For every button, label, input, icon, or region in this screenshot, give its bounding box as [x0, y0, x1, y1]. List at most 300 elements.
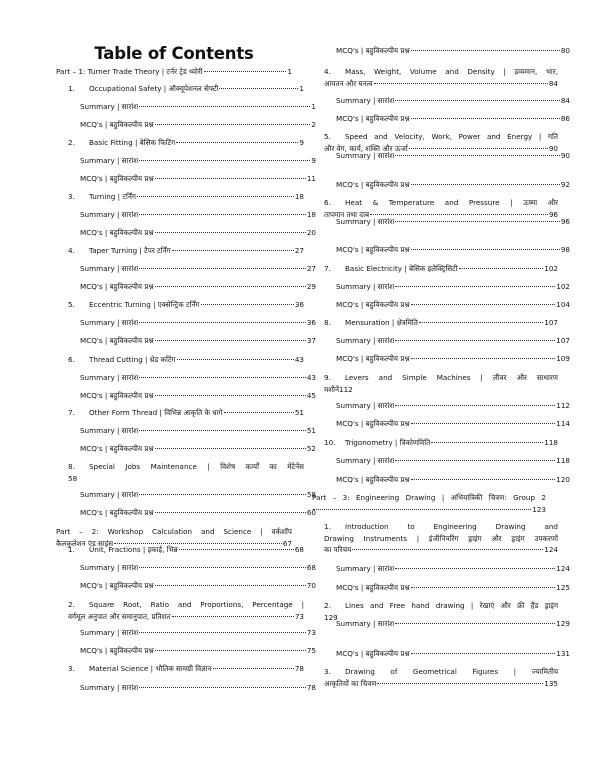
chapter-title-cont: वर्गमूल अनुपात और समानुपात, प्रतिशत — [68, 611, 171, 621]
page-number: 27 — [306, 264, 316, 273]
chapter-line — [324, 384, 558, 396]
toc-row — [68, 611, 304, 623]
entry-title: Summary | सारांश — [80, 490, 139, 499]
chapter-title-cont: का परिचय — [324, 545, 352, 554]
dot-leader — [431, 442, 543, 443]
chapter-entry — [312, 263, 558, 275]
page-number: 36 — [306, 318, 316, 327]
toc-row — [324, 437, 558, 449]
mcq-entry — [56, 173, 316, 185]
toc-row — [68, 407, 304, 419]
chapter-title: Mensuration | क्षेत्रमिति — [345, 318, 418, 327]
entry-title: Summary | सारांश — [336, 282, 395, 291]
dot-leader — [139, 567, 306, 568]
dot-leader — [374, 83, 548, 84]
toc-row — [80, 489, 316, 501]
chapter-entry — [312, 521, 558, 556]
entry-title: MCQ's | बहुविकल्पीय प्रश्न — [336, 180, 410, 189]
mcq-entry — [56, 507, 316, 519]
chapter-title: Occupational Safety | ऑक्यूपेशनल सेफ्टी — [89, 84, 219, 93]
page-number: 118 — [544, 438, 558, 447]
toc-row — [80, 627, 316, 639]
page-number: 51 — [294, 408, 304, 417]
dot-leader — [377, 683, 543, 684]
chapter-title: Eccentric Turning | एक्सेन्ट्रिक टर्निंग — [89, 300, 200, 309]
chapter-line — [324, 521, 558, 533]
chapter-title-wrap — [68, 299, 200, 311]
chapter-line — [68, 473, 304, 485]
chapter-number: 5. — [324, 132, 331, 141]
mcq-entry — [312, 244, 570, 256]
chapter-entry — [312, 372, 558, 395]
toc-row — [336, 400, 570, 412]
chapter-title: Material Science | भौतिक सामग्री विज्ञान — [89, 664, 212, 673]
page-number: 98 — [560, 245, 570, 254]
summary-entry — [312, 455, 570, 467]
toc-row — [80, 390, 316, 402]
dot-leader — [155, 124, 311, 125]
entry-title: MCQ's | बहुविकल्पीय प्रश्न — [336, 649, 410, 658]
mcq-entry — [312, 648, 570, 660]
toc-row — [80, 443, 316, 455]
chapter-number: 1. — [324, 522, 331, 531]
entry-title: MCQ's | बहुविकल्पीय प्रश्न — [80, 646, 154, 655]
toc-row — [80, 507, 316, 519]
entry-title: MCQ's | बहुविकल्पीय प्रश्न — [336, 245, 410, 254]
toc-row — [80, 682, 316, 694]
chapter-entry — [56, 544, 304, 556]
page-number: 107 — [556, 336, 570, 345]
dot-leader — [139, 687, 306, 688]
entry-title: Summary | सारांश — [336, 619, 395, 628]
page-number: 96 — [560, 217, 570, 226]
page-number: 1 — [287, 67, 292, 76]
chapter-title-cont: और वेग, कार्य, शक्ति और ऊर्जा — [324, 143, 408, 153]
toc-row — [324, 263, 558, 275]
page-number: 102 — [544, 264, 558, 273]
part-title-cont: कैलकुलेशन एंड साइंस — [56, 538, 114, 548]
dot-leader — [224, 412, 294, 413]
mcq-entry — [312, 353, 570, 365]
part-heading — [312, 492, 546, 515]
toc-row — [68, 245, 304, 257]
page-number: 51 — [306, 426, 316, 435]
dot-leader — [395, 623, 555, 624]
chapter-number: 2. — [324, 601, 331, 610]
page-number: 36 — [294, 300, 304, 309]
dot-leader — [411, 184, 560, 185]
page-number: 18 — [294, 192, 304, 201]
dot-leader — [172, 250, 294, 251]
chapter-title-cont: 58 — [68, 473, 78, 483]
page-number: 11 — [306, 174, 316, 183]
mcq-entry — [312, 299, 570, 311]
chapter-title-cont: आयतन और घनत्व — [324, 78, 373, 88]
toc-row — [80, 119, 316, 131]
entry-title: Summary | सारांश — [80, 373, 139, 382]
chapter-title: Thread Cutting | थ्रेड कटिंग — [89, 355, 176, 364]
part-line — [312, 492, 546, 504]
summary-entry — [312, 618, 570, 630]
toc-row — [80, 372, 316, 384]
entry-title: Summary | सारांश — [80, 563, 139, 572]
mcq-entry — [312, 113, 570, 125]
chapter-number: 6. — [68, 355, 75, 364]
summary-entry — [56, 155, 316, 167]
chapter-entry — [56, 137, 304, 149]
chapter-title: Levers and Simple Machines | लीवर और साधारण — [345, 373, 558, 382]
chapter-title: Speed and Velocity, Work, Power and Energy | गति — [345, 132, 558, 141]
chapter-number: 2. — [68, 600, 75, 609]
page-number: 67 — [282, 538, 292, 548]
page-number: 73 — [294, 611, 304, 621]
toc-row — [80, 335, 316, 347]
chapter-title: Taper Turning | टैपर टर्निंग — [89, 246, 171, 255]
toc-row — [336, 299, 570, 311]
entry-title: Summary | सारांश — [80, 210, 139, 219]
dot-leader — [395, 221, 560, 222]
dot-leader — [201, 304, 294, 305]
page-number: 43 — [306, 373, 316, 382]
chapter-line — [324, 131, 558, 143]
page-number: 1 — [311, 102, 316, 111]
dot-leader — [155, 286, 306, 287]
toc-row — [336, 455, 570, 467]
mcq-entry — [56, 335, 316, 347]
page-number: 80 — [560, 46, 570, 55]
dot-leader — [177, 359, 294, 360]
page-number: 131 — [556, 649, 570, 658]
dot-leader — [395, 286, 555, 287]
chapter-number: 9. — [324, 373, 331, 382]
page-number: 9 — [311, 156, 316, 165]
toc-row — [336, 281, 570, 293]
chapter-line — [324, 372, 558, 384]
dot-leader — [139, 632, 306, 633]
dot-leader — [137, 196, 294, 197]
toc-row — [80, 425, 316, 437]
page-number: 135 — [544, 678, 558, 688]
dot-leader — [459, 268, 544, 269]
summary-entry — [56, 101, 316, 113]
entry-title: Summary | सारांश — [80, 426, 139, 435]
summary-entry — [312, 95, 570, 107]
toc-row — [68, 299, 304, 311]
chapter-title: Trigonometry | त्रिकोणमिति — [345, 438, 431, 447]
part-heading — [56, 66, 292, 78]
entry-title: MCQ's | बहुविकल्पीय प्रश्न — [336, 419, 410, 428]
dot-leader — [155, 178, 306, 179]
summary-entry — [56, 682, 316, 694]
dot-leader — [409, 148, 548, 149]
summary-entry — [312, 216, 570, 228]
part-title: Part – 2: Workshop Calculation and Science | वर्कशॉप — [56, 527, 292, 536]
page-number: 1 — [299, 84, 304, 93]
entry-title: Summary | सारांश — [80, 156, 139, 165]
toc-row — [336, 45, 570, 57]
chapter-line — [324, 600, 558, 612]
chapter-number: 4. — [68, 246, 75, 255]
page-number: 120 — [556, 475, 570, 484]
toc-row — [80, 317, 316, 329]
chapter-title-cont: मशीनें112 — [324, 384, 353, 394]
summary-entry — [56, 627, 316, 639]
dot-leader — [352, 549, 543, 550]
chapter-entry — [56, 245, 304, 257]
dot-leader — [411, 587, 556, 588]
toc-row — [80, 173, 316, 185]
summary-entry — [56, 317, 316, 329]
mcq-entry — [312, 45, 570, 57]
toc-row — [68, 83, 304, 95]
toc-row — [68, 663, 304, 675]
dot-leader — [395, 155, 560, 156]
toc-row — [336, 244, 570, 256]
dot-leader — [155, 340, 306, 341]
toc-row — [68, 137, 304, 149]
mcq-entry — [56, 119, 316, 131]
page-number: 114 — [556, 419, 570, 428]
dot-leader — [419, 322, 543, 323]
mcq-entry — [56, 281, 316, 293]
dot-leader — [139, 160, 310, 161]
dot-leader — [395, 340, 555, 341]
entry-title: MCQ's | बहुविकल्पीय प्रश्न — [80, 391, 154, 400]
dot-leader — [172, 616, 294, 617]
page-number: 92 — [560, 180, 570, 189]
mcq-entry — [56, 390, 316, 402]
mcq-entry — [312, 418, 570, 430]
toc-row — [336, 618, 570, 630]
page-number: 58 — [306, 490, 316, 499]
dot-leader — [155, 512, 306, 513]
chapter-title-cont: Drawing Instruments | इंजीनियरिंग ड्राइंग और ड्राइंग उपकरणों — [324, 533, 558, 543]
entry-title: Summary | सारांश — [336, 217, 395, 226]
dot-leader — [155, 232, 306, 233]
page-number: 123 — [532, 504, 546, 514]
chapter-number: 1. — [68, 84, 75, 93]
chapter-entry — [56, 191, 304, 203]
toc-row — [80, 645, 316, 657]
chapter-number: 2. — [68, 138, 75, 147]
chapter-line — [68, 461, 304, 473]
page-number: 129 — [556, 619, 570, 628]
chapter-title: Introduction to Engineering Drawing and — [345, 522, 558, 531]
dot-leader — [395, 100, 560, 101]
toc-row — [56, 66, 292, 78]
toc-row — [336, 418, 570, 430]
entry-title: Summary | सारांश — [80, 264, 139, 273]
mcq-entry — [312, 474, 570, 486]
page-number: 102 — [556, 282, 570, 291]
chapter-number: 4. — [324, 67, 331, 76]
page-number: 86 — [560, 114, 570, 123]
toc-row — [80, 209, 316, 221]
chapter-number: 6. — [324, 198, 331, 207]
page-number: 109 — [556, 354, 570, 363]
chapter-line — [324, 533, 558, 545]
page-number: 70 — [306, 581, 316, 590]
toc-row — [80, 562, 316, 574]
page-number: 45 — [306, 391, 316, 400]
entry-title: Summary | सारांश — [80, 102, 139, 111]
dot-leader — [139, 106, 310, 107]
toc-row — [68, 354, 304, 366]
chapter-title: Special Jobs Maintenance | विशेष कार्यों का मेंटेनेंस — [89, 462, 304, 471]
entry-title: MCQ's | बहुविकल्पीय प्रश्न — [80, 444, 154, 453]
entry-title: Summary | सारांश — [336, 564, 395, 573]
page-number: 112 — [556, 401, 570, 410]
dot-leader — [139, 322, 306, 323]
summary-entry — [56, 263, 316, 275]
page-number: 73 — [306, 628, 316, 637]
entry-title: Summary | सारांश — [336, 401, 395, 410]
chapter-entry — [56, 354, 304, 366]
part-title: Part – 1: Turner Trade Theory | टर्नर ट्रेड थ्योरी — [56, 67, 203, 76]
page-number: 9 — [299, 138, 304, 147]
entry-title: Summary | सारांश — [80, 683, 139, 692]
page-number: 29 — [306, 282, 316, 291]
chapter-title: Mass, Weight, Volume and Density | द्रव्यमान, भार, — [345, 67, 558, 76]
chapter-title: Lines and Free hand drawing | रेखाएं और फ्री हैंड ड्राइंग — [345, 601, 558, 610]
page-number: 75 — [306, 646, 316, 655]
toc-row — [336, 648, 570, 660]
toc-row — [336, 335, 570, 347]
page-number: 68 — [294, 545, 304, 554]
page-number: 96 — [548, 209, 558, 219]
toc-row — [336, 179, 570, 191]
chapter-title-wrap — [324, 437, 430, 449]
toc-row — [336, 582, 570, 594]
chapter-title: Other Form Thread | विभिन्न आकृति के धागे — [89, 408, 223, 417]
dot-leader — [411, 50, 560, 51]
page-number: 68 — [306, 563, 316, 572]
toc-row — [324, 317, 558, 329]
mcq-entry — [56, 227, 316, 239]
chapter-entry — [56, 83, 304, 95]
chapter-line — [324, 197, 558, 209]
page-number: 2 — [311, 120, 316, 129]
chapter-title-wrap — [68, 245, 171, 257]
dot-leader — [395, 460, 555, 461]
page-number: 124 — [544, 545, 558, 554]
toc-title: Table of Contents — [94, 44, 254, 63]
dot-leader — [370, 214, 548, 215]
page-number: 90 — [560, 151, 570, 160]
page-number: 104 — [556, 300, 570, 309]
chapter-title: Square Root, Ratio and Proportions, Percentage | — [89, 600, 304, 609]
entry-title: MCQ's | बहुविकल्पीय प्रश्न — [336, 583, 410, 592]
entry-title: MCQ's | बहुविकल्पीय प्रश्न — [80, 581, 154, 590]
chapter-title-wrap — [68, 354, 176, 366]
chapter-number: 8. — [324, 318, 331, 327]
chapter-entry — [312, 437, 558, 449]
dot-leader — [411, 358, 556, 359]
chapter-number: 3. — [324, 667, 331, 676]
entry-title: MCQ's | बहुविकल्पीय प्रश्न — [80, 282, 154, 291]
chapter-title-wrap — [68, 407, 223, 419]
page-number: 18 — [306, 210, 316, 219]
dot-leader — [155, 650, 306, 651]
toc-row — [336, 474, 570, 486]
chapter-number: 7. — [68, 408, 75, 417]
entry-title: Summary | सारांश — [80, 628, 139, 637]
chapter-number: 1. — [68, 545, 75, 554]
entry-title: MCQ's | बहुविकल्पीय प्रश्न — [336, 354, 410, 363]
entry-title: MCQ's | बहुविकल्पीय प्रश्न — [80, 228, 154, 237]
chapter-title: Drawing of Geometrical Figures | ज्यामितीय — [345, 667, 558, 676]
dot-leader — [411, 423, 556, 424]
chapter-entry — [312, 666, 558, 689]
page-number: 125 — [556, 583, 570, 592]
dot-leader — [139, 494, 306, 495]
page-number: 107 — [544, 318, 558, 327]
chapter-entry — [56, 407, 304, 419]
chapter-entry — [56, 599, 304, 622]
summary-entry — [56, 562, 316, 574]
toc-row — [80, 580, 316, 592]
mcq-entry — [312, 582, 570, 594]
chapter-number: 7. — [324, 264, 331, 273]
dot-leader — [395, 405, 555, 406]
toc-row — [324, 78, 558, 90]
dot-leader — [155, 585, 306, 586]
mcq-entry — [312, 179, 570, 191]
chapter-title-wrap — [68, 83, 218, 95]
chapter-title-wrap — [324, 263, 458, 275]
entry-title: MCQ's | बहुविकल्पीय प्रश्न — [336, 300, 410, 309]
entry-title: Summary | सारांश — [336, 336, 395, 345]
chapter-entry — [56, 663, 304, 675]
page-number: 124 — [556, 564, 570, 573]
dot-leader — [139, 430, 306, 431]
dot-leader — [219, 88, 298, 89]
entry-title: Summary | सारांश — [336, 456, 395, 465]
chapter-title: Basic Electricity | बेसिक इलेक्ट्रिसिटी — [345, 264, 458, 273]
toc-row — [68, 544, 304, 556]
part-line — [56, 526, 292, 538]
summary-entry — [312, 335, 570, 347]
chapter-entry — [312, 317, 558, 329]
dot-leader — [155, 448, 306, 449]
page-number: 43 — [294, 355, 304, 364]
toc-row — [336, 563, 570, 575]
chapter-title-cont: आकृतियों का चित्रण — [324, 678, 377, 688]
page-number: 27 — [294, 246, 304, 255]
chapter-title-wrap — [68, 663, 212, 675]
entry-title: MCQ's | बहुविकल्पीय प्रश्न — [80, 336, 154, 345]
chapter-title-wrap — [324, 317, 418, 329]
chapter-title: Heat & Temperature and Pressure | ऊष्मा और — [345, 198, 558, 207]
page-number: 118 — [556, 456, 570, 465]
dot-leader — [411, 249, 560, 250]
toc-row — [336, 113, 570, 125]
dot-leader — [411, 304, 556, 305]
part-title: Part – 3: Engineering Drawing | अभियांत्रिकी चित्रण: Group 2 — [312, 493, 546, 502]
chapter-number: 3. — [68, 192, 75, 201]
summary-entry — [312, 150, 570, 162]
chapter-title: Unit, Fractions | इकाई, भिन्न — [89, 545, 178, 554]
page-number: 90 — [548, 143, 558, 153]
chapter-entry — [312, 66, 558, 89]
page-number: 78 — [294, 664, 304, 673]
mcq-entry — [56, 645, 316, 657]
entry-title: MCQ's | बहुविकल्पीय प्रश्न — [80, 120, 154, 129]
dot-leader — [213, 668, 294, 669]
dot-leader — [411, 653, 556, 654]
toc-row — [68, 191, 304, 203]
summary-entry — [312, 281, 570, 293]
